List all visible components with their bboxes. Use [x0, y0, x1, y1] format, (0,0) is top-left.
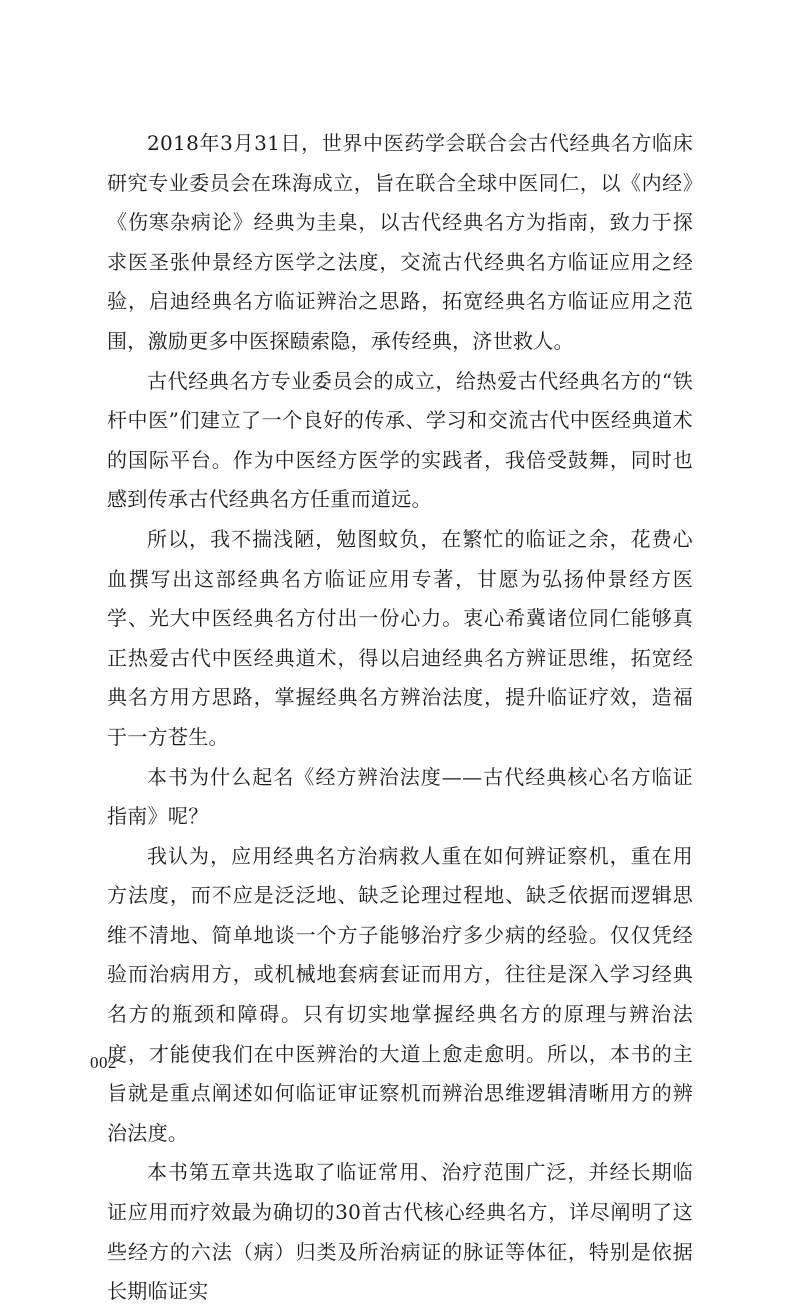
- paragraph-6: 本书第五章共选取了临证常用、治疗范围广泛，并经长期临证应用而疗效最为确切的30首古代核心经典名方，详尽阐明了这些经方的六法（病）归类及所治病证的脉证等体征，特别是依据长期临证实: [107, 1160, 693, 1304]
- paragraph-2: 古代经典名方专业委员会的成立，给热爱古代经典名方的“铁杆中医”们建立了一个良好的传承、学习和交流古代中医经典道术的国际平台。作为中医经方医学的实践者，我倍受鼓舞，同时也感到传承古代经典名方任重而道远。: [107, 368, 693, 512]
- paragraph-1: 2018年3月31日，世界中医药学会联合会古代经典名方临床研究专业委员会在珠海成立，旨在联合全球中医同仁，以《内经》《伤寒杂病论》经典为圭臬，以古代经典名方为指南，致力于探求医圣张仲景经方医学之法度，交流古代经典名方临证应用之经验，启迪经典名方临证辨治之思路，拓宽经典名方临证应用之范围，激励更多中医探赜索隐，承传经典，济世救人。: [107, 131, 693, 353]
- paragraph-5: 我认为，应用经典名方治病救人重在如何辨证察机，重在用方法度，而不应是泛泛地、缺乏论理过程地、缺乏依据而逻辑思维不清地、简单地谈一个方子能够治疗多少病的经验。仅仅凭经验而治病用方，或机械地套病套证而用方，往往是深入学习经典名方的瓶颈和障碍。只有切实地掌握经典名方的原理与辨治法度，才能使我们在中医辨治的大道上愈走愈明。所以，本书的主旨就是重点阐述如何临证审证察机而辨治思维逻辑清晰用方的辨治法度。: [107, 843, 693, 1145]
- page-number: 002: [90, 1053, 117, 1072]
- paragraph-4: 本书为什么起名《经方辨治法度——古代经典核心名方临证指南》呢？: [107, 764, 693, 829]
- body-text: [107, 124, 693, 1312]
- paragraph-3: 所以，我不揣浅陋，勉图蚊负，在繁忙的临证之余，花费心血撰写出这部经典名方临证应用专著，甘愿为弘扬仲景经方医学、光大中医经典名方付出一份心力。衷心希冀诸位同仁能够真正热爱古代中医经典道术，得以启迪经典名方辨证思维，拓宽经典名方用方思路，掌握经典名方辨治法度，提升临证疗效，造福于一方苍生。: [107, 526, 693, 749]
